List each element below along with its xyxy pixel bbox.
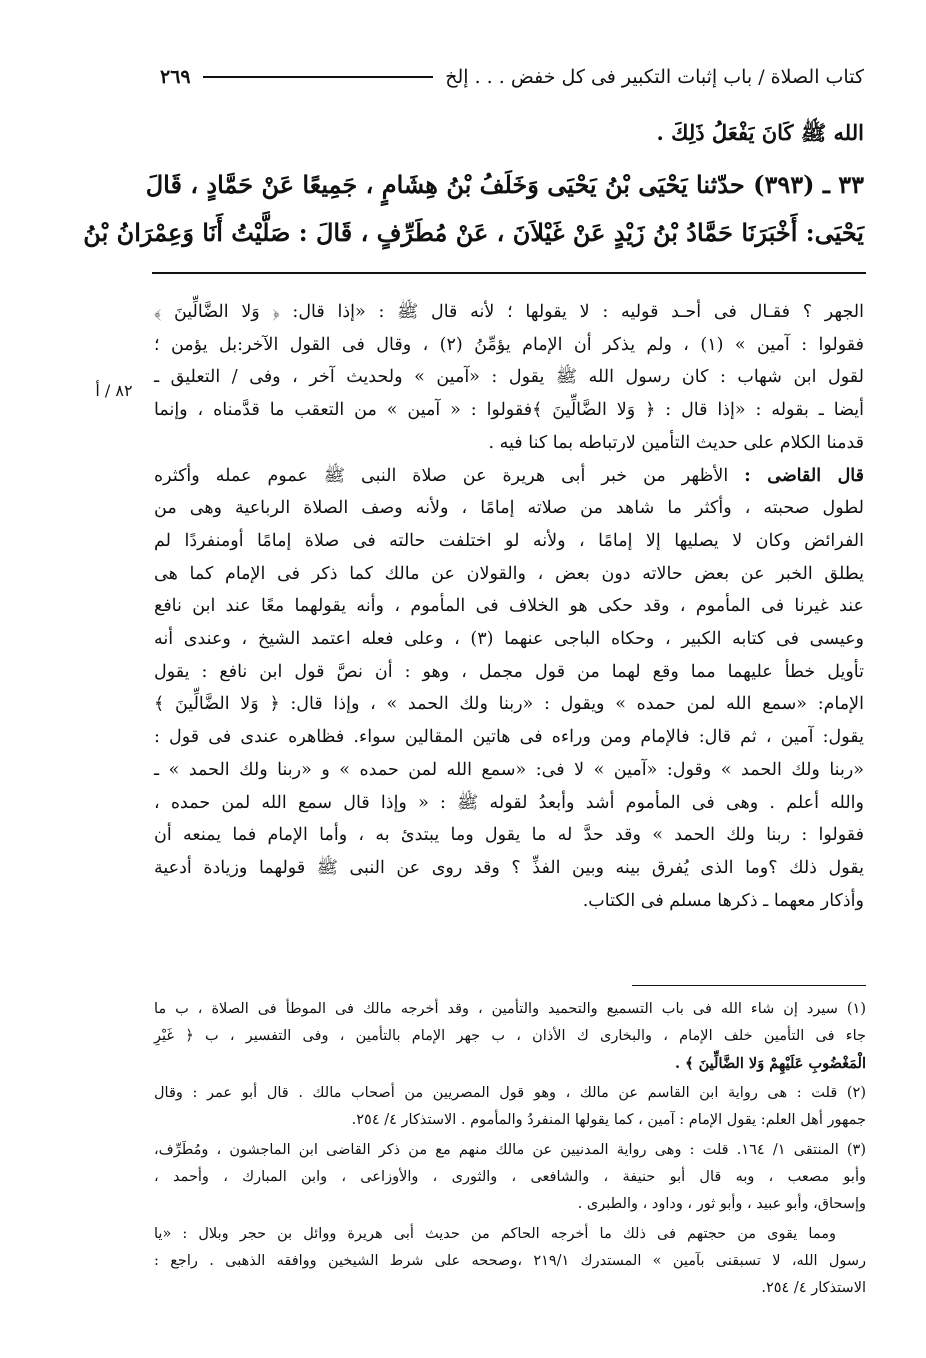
footnote-line: (١) سيرد إن شاء الله فى باب التسميع والتحميد والتأمين ، وقد أخرجه مالك فى الموطأ فى الصلاة ، ب ما <box>154 1001 866 1017</box>
manuscript-folio-marker: ٨٢ / أ <box>95 381 133 400</box>
page-number: ٢٦٩ <box>160 66 191 88</box>
footnote-line: الاستذكار ٤/ ٢٥٤. <box>761 1280 866 1296</box>
commentary-line: لطول صحبته ، وأكثر ما شاهد من صلاته إمامًا ، ولأنه وصف الصلاة الرباعية وهى من <box>154 498 864 519</box>
commentary-line: تأويل خطأ عليهما مما وقع لهما من قول مجمل ، وهو : أن نصَّ قول ابن نافع : يقول <box>154 661 864 682</box>
commentary-line: فقولوا : آمين » (١) ، ولم يذكر أن الإمام يؤمِّنُ (٢) ، وقال فى القول الآخر:بل يؤمن ؛ <box>154 334 865 355</box>
hadith-text <box>83 218 864 247</box>
footnote-line: الْمَغْضُوبِ عَلَيْهِمْ وَلا الضَّالِّينَ ﴾ . <box>674 1055 866 1072</box>
commentary-line: عند غيرنا فى المأموم ، وقد حكى هو الخلاف فى المأموم ، وأنه يقولهما معًا عند ابن نافع <box>154 596 864 617</box>
footnote-line: وأبو مصعب ، وبه قال أبو حنيفة ، والشافعى ، والثورى ، والأوزاعى ، وابن المبارك ، وأحمد ، <box>154 1169 866 1185</box>
footnote-line: رسول الله، لا تسبقنى بآمين » المستدرك ٢١٩/١ ،وصححه على شرط الشيخين ووافقه الذهبى . راجع : <box>154 1253 866 1269</box>
commentary-paragraph-start <box>154 460 864 493</box>
commentary-line: وعيسى فى كتابه الكبير ، وحكاه الباجى عنهما (٣) ، وعلى فعله اعتمد الشيخ ، وعندى أنه <box>154 629 864 650</box>
hadith-line: ٣٣ ـ (٣٩٣) حدّثنا يَحْيَى بْنُ يَحْيَى وَخَلَفُ بْنُ هِشَامٍ ، جَمِيعًا عَنْ حَمَّادٍ ، قَالَ <box>145 170 864 199</box>
footnote-line: (٢) قلت : هى رواية ابن القاسم عن مالك ، وهو قول المصريين من أصحاب مالك . قال أبو عمر : وقال <box>154 1085 866 1101</box>
hadith-text <box>145 170 864 199</box>
footnotes <box>154 996 866 1302</box>
commentary-line: قدمنا الكلام على حديث التأمين لارتباطه بما كنا فيه . <box>488 432 864 453</box>
commentary-line: الإمام: «سمع الله لمن حمده » ويقول : «ربنا ولك الحمد » ، وإذا قال: ﴿ وَلا الضَّالِّينَ ﴾ <box>154 694 864 715</box>
footnote-line: جمهور أهل العلم: يقول الإمام : آمين ، كما يقولها المنفردُ والمأموم . الاستذكار ٤/ ٢٥٤. <box>351 1112 866 1128</box>
hadith-continuation <box>150 120 864 151</box>
hadith-line: يَحْيَى: أَخْبَرَنَا حَمَّادُ بْنُ زَيْدٍ عَنْ غَيْلاَنَ ، عَنْ مُطَرِّفٍ ، قَالَ : صَلَّيْتُ أَنَا وَعِمْرَانُ بْنُ <box>83 218 864 247</box>
footnote-line: وإسحاق، وأبو عبيد ، وأبو ثور ، وداود ، والطبرى . <box>577 1196 866 1212</box>
commentary-line: يقول: آمين ، ثم قال: فالإمام ومن وراءه فى هاتين المقالين سواء. فظاهره عندى فى قول : <box>154 727 864 748</box>
commentary-text: الأظهر من خبر أبى هريرة عن صلاة النبى ﷺ عموم عمله وأكثره <box>154 465 729 486</box>
page-header <box>160 60 864 94</box>
commentary-line: أيضا ـ بقوله : «إذا قال : ﴿ وَلا الضَّالِّينَ ﴾فقولوا : « آمين » من التعقب ما قدَّمناه ، وإنما <box>154 400 864 421</box>
footnote-rule <box>632 985 866 986</box>
footnote-line: ومما يقوى من حجتهم فى ذلك ما أخرجه الحاكم من حديث أبى هريرة ووائل بن حجر وبلال : «يا <box>154 1226 836 1242</box>
hadith-line: الله ﷺ كَانَ يَفْعَلُ ذَلِكَ . <box>656 120 864 145</box>
qadi-label: قال القاضى : <box>744 465 864 486</box>
commentary-line: فقولوا : ربنا ولك الحمد » وقد حدَّ له ما يقول وما يبتدئ به ، وأما الإمام فما يمنعه أن <box>154 825 864 846</box>
commentary <box>154 296 864 917</box>
footnote-line: (٣) المنتقى ١/ ١٦٤. قلت : وهى رواية المدنيين عن مالك منهم مع من ذكر القاضى ابن الماجشون ، ومُطَرِّف، <box>154 1142 867 1158</box>
commentary-line: الجهر ؟ فقـال فى أحـد قوليه : لا يقولها ؛ لأنه قال ﷺ : «إذا قال: ﴿ وَلا الضَّالِّينَ ﴾ <box>154 302 864 322</box>
text-separator-rule <box>152 272 866 274</box>
commentary-line: والله أعلم . وهى فى المأموم أشد وأبعدُ لقوله ﷺ : « وإذا قال سمع الله لمن حمده ، <box>154 792 865 813</box>
commentary-line: الفرائض وكان لا يصليها إلا إمامًا ، ولأنه لو اختلفت حالته فى صلاة إمامًا أومنفردًا لم <box>154 530 864 551</box>
footnote-line: جاء فى التأمين خلف الإمام ، والبخارى ك الأذان ، ب جهر الإمام بالتأمين ، وفى التفسير ، ب ﴿ غَيْرِ <box>154 1028 866 1044</box>
commentary-line: لقول ابن شهاب : كان رسول الله ﷺ يقول : «آمين » ولحديث آخر ، وفى / التعليق ـ <box>154 367 864 388</box>
commentary-line: وأذكار معهما ـ ذكرها مسلم فى الكتاب. <box>582 890 864 911</box>
commentary-line: يقول ذلك ؟وما الذى يُفرق بينه وبين الفذِّ ؟ وقد روى عن النبى ﷺ قولهما وزيادة أدعية <box>154 857 864 878</box>
commentary-line: يطلق الخبر عن بعض حالاته دون بعض ، والقولان عن مالك كما ذكر فى الإمام كما هى <box>154 563 864 584</box>
header-rule <box>203 76 434 78</box>
running-title: كتاب الصلاة / باب إثبات التكبير فى كل خفض . . . إلخ <box>445 66 864 88</box>
commentary-line: «ربنا ولك الحمد » وقول: «آمين » لا فى: «سمع الله لمن حمده » و «ربنا ولك الحمد » ـ <box>154 759 864 780</box>
